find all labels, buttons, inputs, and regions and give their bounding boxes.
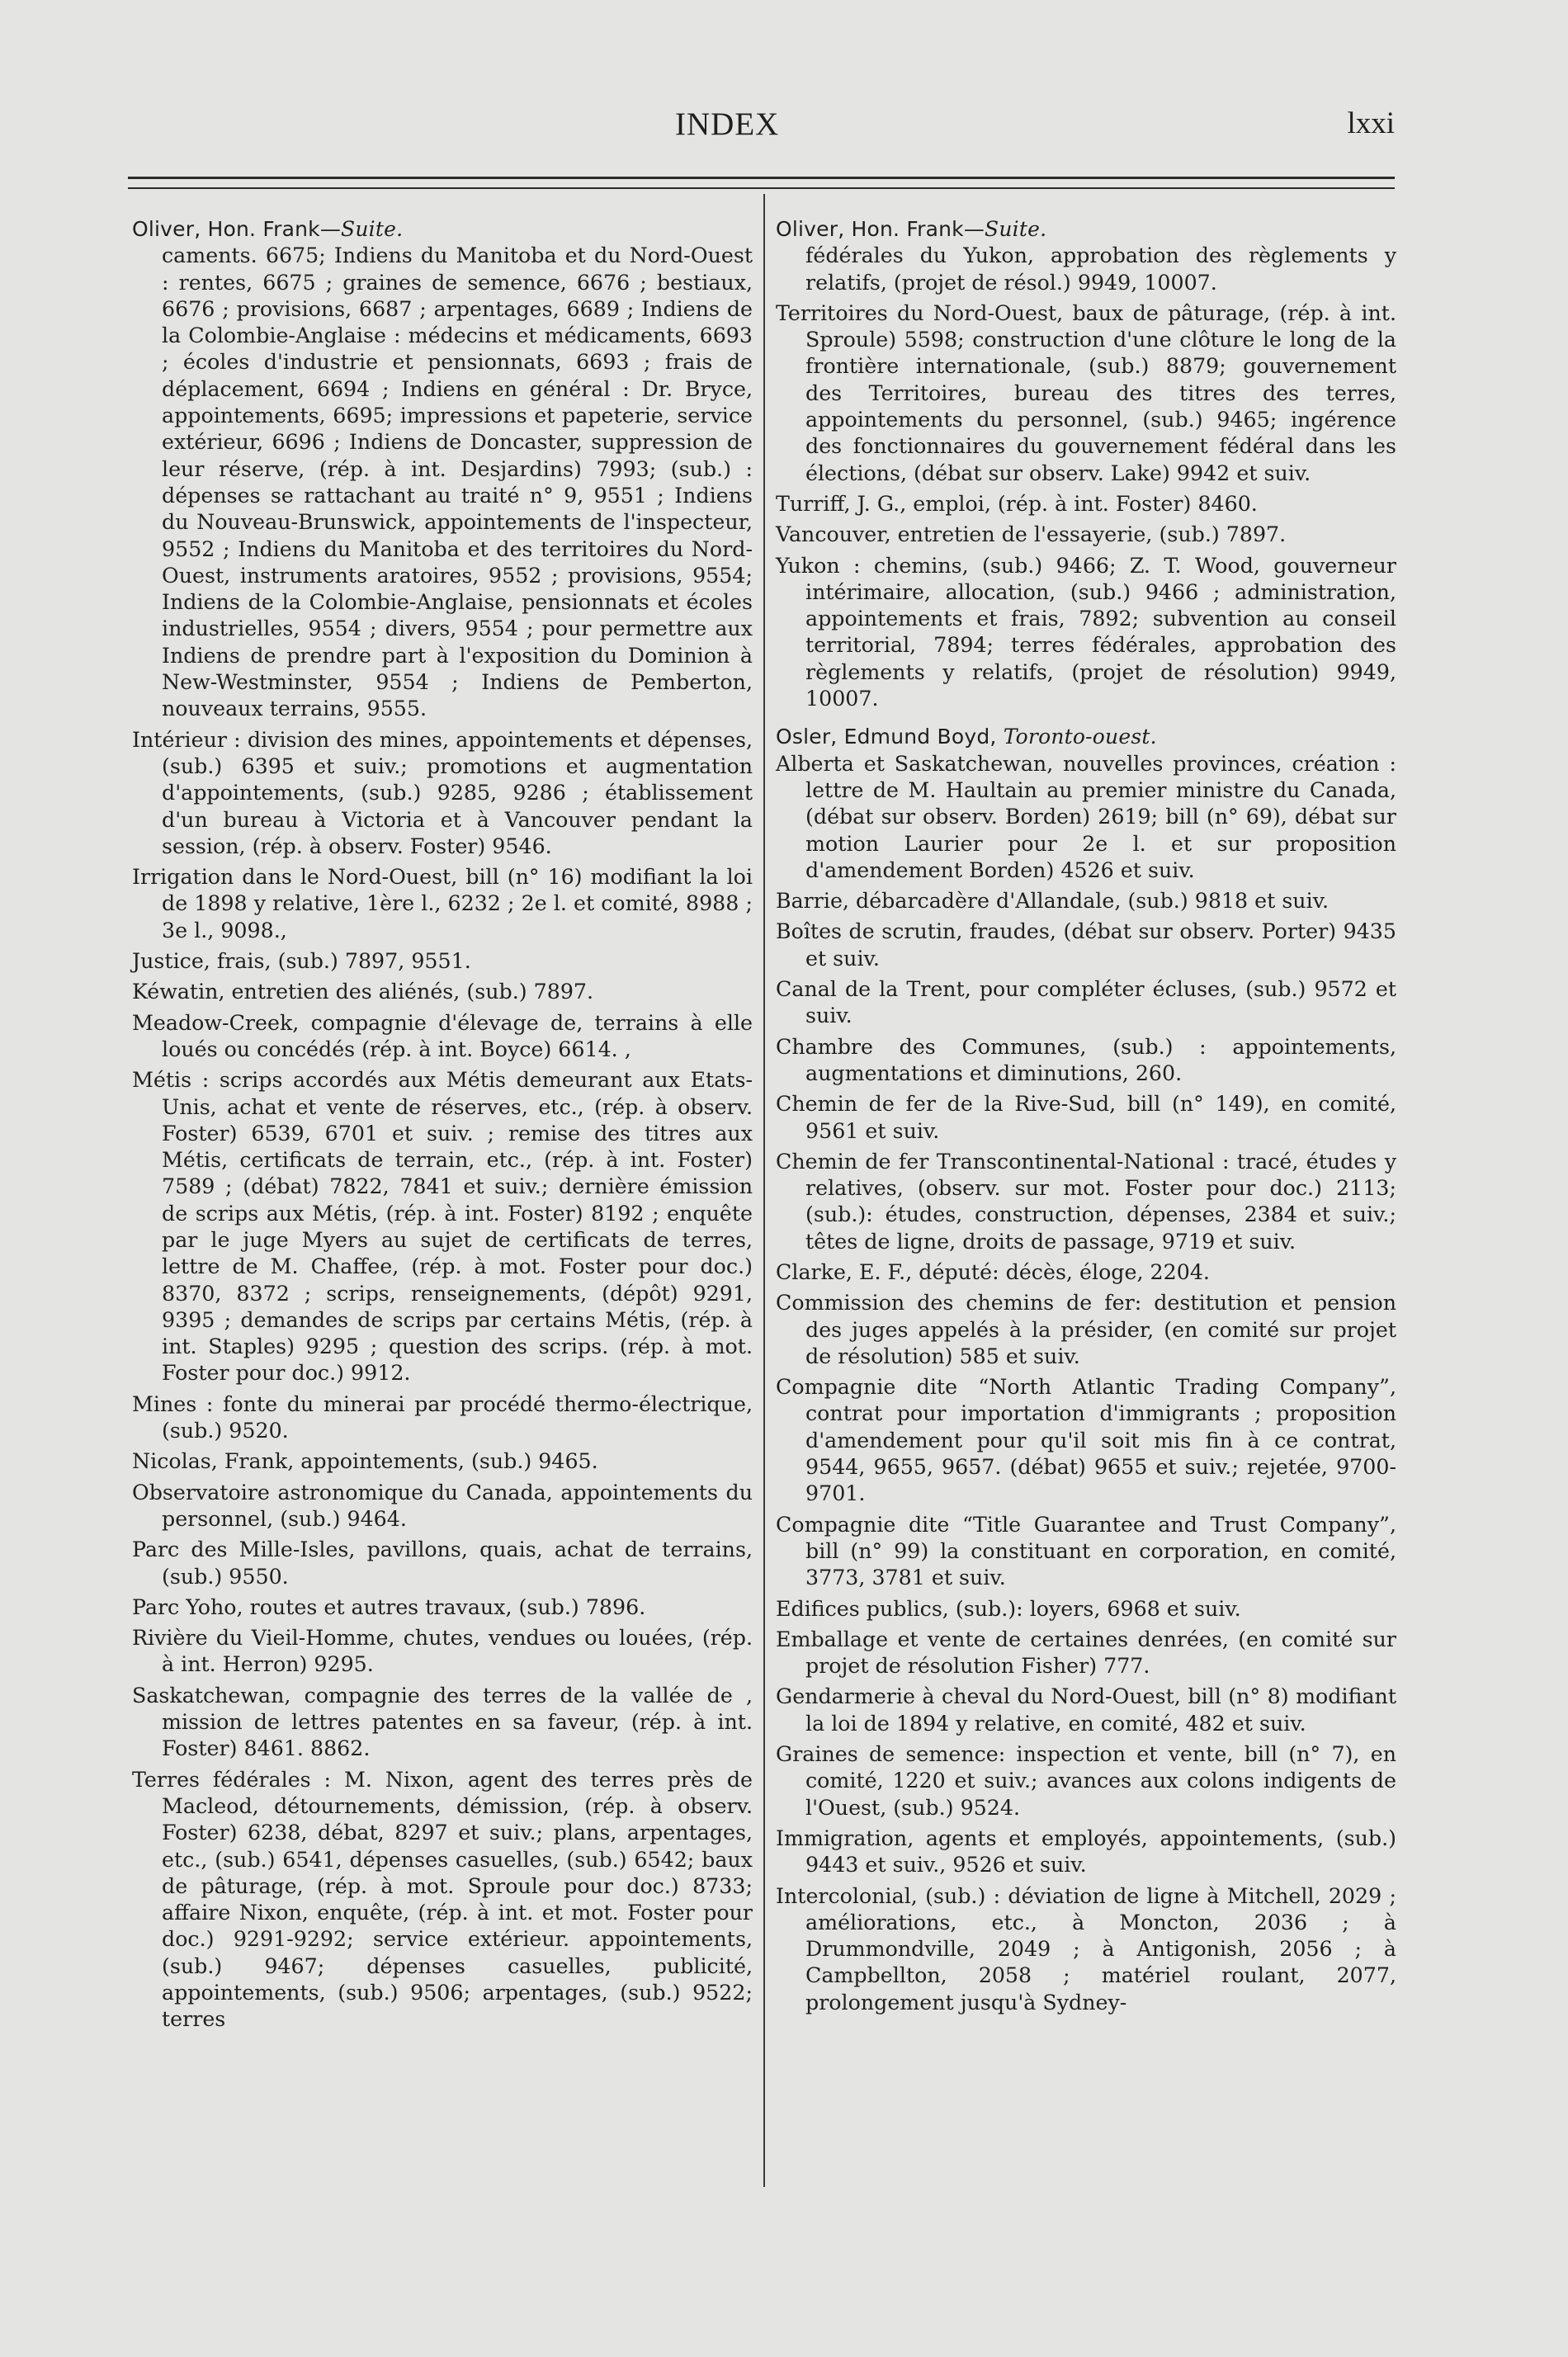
index-entry: Vancouver, entretien de l'essayerie, (sub.) 7897.: [776, 522, 1287, 547]
index-entry: Chambre des Communes, (sub.) : appointements, augmentations et diminutions, 260.: [776, 1034, 1396, 1085]
index-entry: Graines de semence: inspection et vente, bill (n° 7), en comité, 1220 et suiv.; avances aux colons indigents de l'Ouest, (sub.) 9524.: [776, 1742, 1396, 1820]
index-entry: Edifices publics, (sub.): loyers, 6968 et suiv.: [776, 1596, 1241, 1621]
index-entry: Chemin de fer de la Rive-Sud, bill (n° 149), en comité, 9561 et suiv.: [776, 1092, 1396, 1143]
index-heading-oliver: [132, 216, 753, 243]
index-entry: Saskatchewan, compagnie des terres de la vallée de , mission de lettres patentes en sa faveur, (rép. à int. Foster) 8461. 8862.: [132, 1683, 753, 1761]
index-entry: Yukon : chemins, (sub.) 9466; Z. T. Wood, gouverneur intérimaire, allocation, (sub.) 9466 ; administration, appointements et frais, 7892; subvention au conseil territorial, 7894; terres fédérales, approbation des règlements y relatifs, (projet de résolution) 9949, 10007.: [776, 553, 1396, 711]
header-rule-bottom: [128, 187, 1395, 189]
index-entry: Terres fédérales : M. Nixon, agent des terres près de Macleod, détournements, démission, (rép. à observ. Foster) 6238, débat, 8297 et suiv.; plans, arpentages, etc., (sub.) 6541, dépenses casuelles, (sub.) 6542; baux de pâturage, (rép. à mot. Sproule pour doc.) 8733; affaire Nixon, enquête, (rép. à int. et mot. Foster pour doc.) 9291-9292; service extérieur. appointements, (sub.) 9467; dépenses casuelles, publicité, appointements, (sub.) 9506; arpentages, (sub.) 9522; terres: [132, 1767, 753, 2032]
heading-name: Osler, Edmund Boyd,: [776, 725, 1004, 749]
index-entry: Clarke, E. F., député: décès, éloge, 2204.: [776, 1259, 1210, 1284]
index-entry: Métis : scrips accordés aux Métis demeurant aux Etats-Unis, achat et vente de réserves, etc., (rép. à observ. Foster) 6539, 6701 et suiv. ; remise des titres aux Métis, certificats de terrain, etc., (rép. à int. Foster) 7589 ; (débat) 7822, 7841 et suiv.; dernière émission de scrips aux Métis, (rép. à int. Foster) 8192 ; enquête par le juge Myers au sujet de certificats de terres, lettre de M. Chaffee, (rép. à mot. Foster pour doc.) 8370, 8372 ; scrips, renseignements, (dépôt) 9291, 9395 ; demandes de scrips par certains Métis, (rép. à int. Staples) 9295 ; question des scrips. (rép. à mot. Foster pour doc.) 9912.: [132, 1068, 753, 1386]
index-entry: caments. 6675; Indiens du Manitoba et du Nord-Ouest : rentes, 6675 ; graines de semence, 6676 ; bestiaux, 6676 ; provisions, 6687 ; arpentages, 6689 ; Indiens de la Colombie-Anglaise : médecins et médicaments, 6693 ; écoles d'industrie et pensionnats, 6693 ; frais de déplacement, 6694 ; Indiens en général : Dr. Bryce, appointements, 6695; impressions et papeterie, service extérieur, 6696 ; Indiens de Doncaster, suppression de leur réserve, (rép. à int. Desjardins) 7993; (sub.) : dépenses se rattachant au traité n° 9, 9551 ; Indiens du Nouveau-Brunswick, appointements de l'inspecteur, 9552 ; Indiens du Manitoba et des territoires du Nord-Ouest, instruments aratoires, 9552 ; provisions, 9554; Indiens de la Colombie-Anglaise, pensionnats et écoles industrielles, 9554 ; divers, 9554 ; pour permettre aux Indiens de prendre part à l'exposition du Dominion à New-Westminster, 9554 ; Indiens de Pemberton, nouveaux terrains, 9555.: [162, 243, 753, 721]
index-entry: Observatoire astronomique du Canada, appointements du personnel, (sub.) 9464.: [132, 1480, 753, 1531]
index-entry: Territoires du Nord-Ouest, baux de pâturage, (rép. à int. Sproule) 5598; construction d'une clôture le long de la frontière internationale, (sub.) 8879; gouvernement des Territoires, bureau des titres des terres, appointements du personnel, (sub.) 9465; ingérence des fonctionnaires du gouvernement fédéral dans les élections, (débat sur observ. Lake) 9942 et suiv.: [776, 300, 1396, 485]
heading-suffix: Toronto-ouest.: [1003, 725, 1157, 749]
index-entry: Emballage et vente de certaines denrées, (en comité sur projet de résolution Fisher) 777.: [776, 1627, 1396, 1679]
index-entry: Immigration, agents et employés, appointements, (sub.) 9443 et suiv., 9526 et suiv.: [776, 1826, 1396, 1878]
index-entry: Justice, frais, (sub.) 7897, 9551.: [132, 949, 471, 974]
right-column: [776, 216, 1396, 2020]
heading-name: Oliver, Hon. Frank—: [132, 217, 342, 241]
index-entry: Kéwatin, entretien des aliénés, (sub.) 7897.: [132, 980, 594, 1004]
header-rule-top: [128, 177, 1395, 179]
heading-suffix: Suite.: [985, 217, 1047, 241]
running-head: [0, 106, 1568, 155]
heading-suffix: Suite.: [341, 217, 404, 241]
index-entry: Canal de la Trent, pour compléter écluses, (sub.) 9572 et suiv.: [776, 977, 1396, 1028]
index-entry: Meadow-Creek, compagnie d'élevage de, terrains à elle loués ou concédés (rép. à int. Boyce) 6614. ,: [132, 1010, 753, 1061]
index-entry: Parc Yoho, routes et autres travaux, (sub.) 7896.: [132, 1594, 646, 1619]
left-column: [132, 216, 753, 2038]
index-entry: Intercolonial, (sub.) : déviation de ligne à Mitchell, 2029 ; améliorations, etc., à Moncton, 2036 ; à Drummondville, 2049 ; à Antigonish, 2056 ; à Campbellton, 2058 ; matériel roulant, 2077, prolongement jusqu'à Sydney-: [776, 1883, 1396, 2015]
index-entry: Compagnie dite “North Atlantic Trading Company”, contrat pour importation d'immigrants ; proposition d'amendement pour qu'il soit mis fin à ce contrat, 9544, 9655, 9657. (débat) 9655 et suiv.; rejetée, 9700-9701.: [776, 1375, 1396, 1506]
index-heading-oliver: [776, 216, 1396, 243]
index-entry: Boîtes de scrutin, fraudes, (débat sur observ. Porter) 9435 et suiv.: [776, 919, 1396, 971]
index-entry: Rivière du Vieil-Homme, chutes, vendues ou louées, (rép. à int. Herron) 9295.: [132, 1626, 753, 1677]
index-entry: Nicolas, Frank, appointements, (sub.) 9465.: [132, 1449, 598, 1474]
index-heading-osler: [776, 724, 1396, 750]
index-entry: Alberta et Saskatchewan, nouvelles provinces, création : lettre de M. Haultain au premier ministre du Canada, (débat sur observ. Borden) 2619; bill (n° 69), débat sur motion Laurier pour 2e l. et sur proposition d'amendement Borden) 4526 et suiv.: [776, 751, 1396, 882]
index-entry: Barrie, débarcadère d'Allandale, (sub.) 9818 et suiv.: [776, 889, 1329, 914]
index-entry: Intérieur : division des mines, appointements et dépenses, (sub.) 6395 et suiv.; promotions et augmentation d'appointements, (sub.) 9285, 9286 ; établissement d'un bureau à Victoria et à Vancouver pendant la session, (rép. à observ. Foster) 9546.: [132, 727, 753, 858]
running-title: INDEX: [675, 106, 780, 142]
index-entry: fédérales du Yukon, approbation des règlements y relatifs, (projet de résol.) 9949, 10007.: [805, 243, 1396, 295]
index-entry: Parc des Mille-Isles, pavillons, quais, achat de terrains, (sub.) 9550.: [132, 1537, 753, 1589]
index-entry: Irrigation dans le Nord-Ouest, bill (n° 16) modifiant la loi de 1898 y relative, 1ère l., 6232 ; 2e l. et comité, 8988 ; 3e l., 9098.,: [132, 865, 753, 942]
index-entry: Compagnie dite “Title Guarantee and Trust Company”, bill (n° 99) la constituant en corporation, en comité, 3773, 3781 et suiv.: [776, 1512, 1396, 1590]
index-entry: Gendarmerie à cheval du Nord-Ouest, bill (n° 8) modifiant la loi de 1894 y relative, en comité, 482 et suiv.: [776, 1684, 1396, 1736]
index-entry: Mines : fonte du minerai par procédé thermo-électrique, (sub.) 9520.: [132, 1391, 753, 1443]
column-divider: [763, 194, 765, 2187]
index-entry: Commission des chemins de fer: destitution et pension des juges appelés à la présider, (en comité sur projet de résolution) 585 et suiv.: [776, 1291, 1396, 1368]
index-entry: Chemin de fer Transcontinental-National : tracé, études y relatives, (observ. sur mot. Foster pour doc.) 2113; (sub.): études, construction, dépenses, 2384 et suiv.; têtes de ligne, droits de passage, 9719 et suiv.: [776, 1149, 1396, 1254]
heading-name: Oliver, Hon. Frank—: [776, 217, 985, 241]
index-entry: Turriff, J. G., emploi, (rép. à int. Foster) 8460.: [776, 491, 1258, 516]
page-number: lxxi: [1347, 106, 1395, 140]
